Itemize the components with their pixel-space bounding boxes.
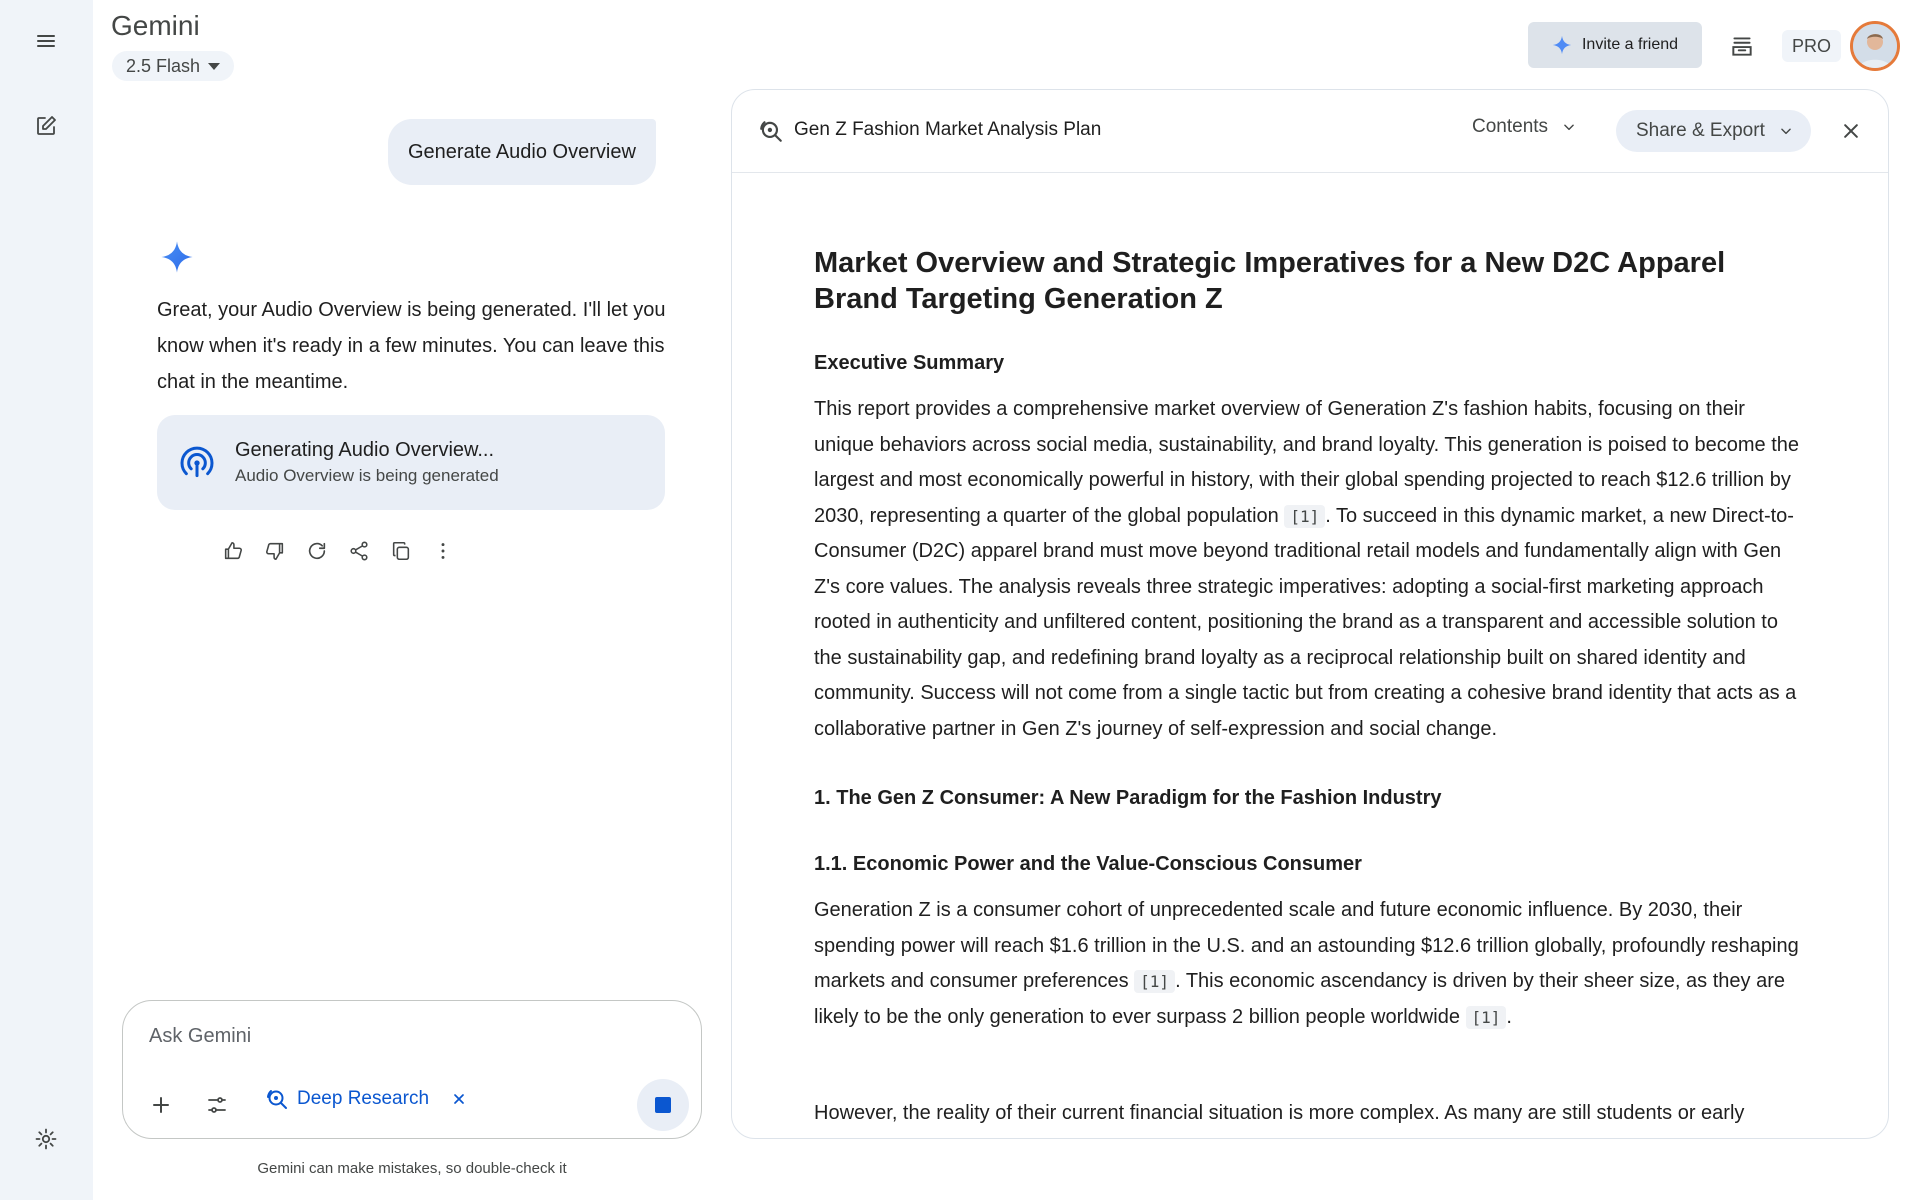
prompt-input[interactable] bbox=[149, 1025, 569, 1048]
disclaimer-text: Gemini can make mistakes, so double-check it bbox=[257, 1160, 567, 1177]
archive-icon bbox=[1729, 33, 1755, 59]
share-button[interactable] bbox=[344, 533, 374, 569]
contents-dropdown[interactable] bbox=[1472, 116, 1576, 138]
side-rail bbox=[0, 0, 93, 1200]
share-export-label: Share & Export bbox=[1636, 120, 1765, 141]
user-photo-icon bbox=[1853, 24, 1897, 68]
archive-button[interactable] bbox=[1720, 26, 1764, 66]
close-icon bbox=[1841, 121, 1861, 141]
thumbs-down-icon bbox=[264, 540, 286, 562]
status-card-title: Generating Audio Overview... bbox=[235, 439, 495, 461]
settings-button[interactable] bbox=[22, 1115, 70, 1163]
tune-icon bbox=[205, 1093, 229, 1117]
gear-icon bbox=[34, 1127, 58, 1151]
document-body bbox=[814, 245, 1804, 1035]
deep-research-chip[interactable] bbox=[265, 1087, 467, 1111]
deep-research-icon bbox=[265, 1087, 289, 1111]
deep-research-label: Deep Research bbox=[297, 1088, 430, 1109]
citation-marker[interactable]: [1] bbox=[1134, 970, 1175, 993]
research-document-panel bbox=[731, 89, 1889, 1139]
regenerate-button[interactable] bbox=[302, 533, 332, 569]
hamburger-icon bbox=[34, 29, 58, 53]
citation-marker[interactable]: [1] bbox=[1284, 505, 1325, 528]
partial-paragraph: However, the reality of their current financial situation is more complex. As many are still students or early bbox=[814, 1102, 1745, 1124]
thumbs-up-icon bbox=[222, 540, 244, 562]
prompt-composer bbox=[122, 1000, 702, 1139]
invite-friend-button[interactable] bbox=[1528, 22, 1702, 68]
executive-summary-paragraph: This report provides a comprehensive market overview of Generation Z's fashion habits, focusing on their unique behaviors across social media, sustainability, and brand loyalty. This generation is poised to become the largest and most economically powerful in history, with their global spending projected to reach $12.6 trillion by 2030, representing a quarter of the global population [1] . To succeed in this dynamic market, a new Direct-to-Consumer (D2C) apparel brand must move beyond traditional retail models and fundamentally align with Gen Z's core values. The analysis reveals three strategic imperatives: adopting a social-first marketing approach rooted in authenticity and unfiltered content, positioning the brand as a transparent and accessible solution to the sustainability gap, and redefining brand loyalty as a reciprocal relationship built on shared identity and community. Success will not come from a single tactic but from creating a cohesive brand identity that acts as a collaborative partner in Gen Z's journey of self-expression and social change. bbox=[814, 398, 1800, 740]
plan-badge: PRO bbox=[1782, 30, 1841, 62]
model-label: 2.5 Flash bbox=[126, 55, 201, 76]
more-options-button[interactable] bbox=[428, 533, 458, 569]
model-selector[interactable] bbox=[112, 51, 234, 81]
refresh-icon bbox=[306, 540, 328, 562]
app-title: Gemini bbox=[111, 10, 200, 41]
gemini-spark-icon bbox=[160, 240, 194, 274]
edit-icon bbox=[34, 114, 58, 138]
user-message: Generate Audio Overview bbox=[388, 119, 656, 185]
chevron-down-icon bbox=[1779, 124, 1793, 138]
more-vertical-icon bbox=[432, 540, 454, 562]
panel-title: Gen Z Fashion Market Analysis Plan bbox=[794, 119, 1102, 140]
panel-header bbox=[732, 90, 1888, 173]
add-attachment-button[interactable] bbox=[143, 1087, 179, 1123]
stop-generation-button[interactable] bbox=[637, 1079, 689, 1131]
account-avatar[interactable] bbox=[1850, 21, 1900, 71]
thumbs-down-button[interactable] bbox=[260, 533, 290, 569]
share-icon bbox=[348, 540, 370, 562]
section-heading-1-1: 1.1. Economic Power and the Value-Conscious Consumer bbox=[814, 853, 1362, 875]
assistant-reply: Great, your Audio Overview is being generated. I'll let you know when it's ready in a few minutes. You can leave this chat in the meantime. bbox=[157, 299, 666, 393]
share-export-button[interactable] bbox=[1616, 110, 1811, 152]
close-icon[interactable] bbox=[451, 1091, 467, 1107]
thumbs-up-button[interactable] bbox=[218, 533, 248, 569]
chevron-down-icon bbox=[1562, 120, 1576, 134]
response-actions bbox=[218, 533, 458, 569]
document-heading: Market Overview and Strategic Imperatives for a New D2C Apparel Brand Targeting Generation Z bbox=[814, 247, 1726, 315]
status-card-subtitle: Audio Overview is being generated bbox=[235, 466, 499, 485]
sparkle-icon bbox=[1552, 35, 1572, 55]
main-menu-button[interactable] bbox=[22, 17, 70, 65]
audio-overview-status-card[interactable] bbox=[157, 415, 665, 510]
contents-label: Contents bbox=[1472, 116, 1549, 137]
copy-button[interactable] bbox=[386, 533, 416, 569]
section-heading-executive-summary: Executive Summary bbox=[814, 352, 1005, 374]
citation-marker[interactable]: [1] bbox=[1466, 1006, 1507, 1029]
section-heading-1: 1. The Gen Z Consumer: A New Paradigm for the Fashion Industry bbox=[814, 787, 1442, 809]
invite-label: Invite a friend bbox=[1581, 36, 1679, 53]
close-panel-button[interactable] bbox=[1832, 112, 1870, 150]
caret-down-icon bbox=[208, 63, 220, 70]
new-chat-button[interactable] bbox=[22, 102, 70, 150]
tools-button[interactable] bbox=[199, 1087, 235, 1123]
economic-power-paragraph: Generation Z is a consumer cohort of unprecedented scale and future economic influence. By 2030, their spending power will reach $1.6 trillion in the U.S. and an astounding $12.6 trillion globally, profoundly reshaping markets and consumer preferences [1] . This economic ascendancy is driven by their sheer size, as they are likely to be the only generation to ever surpass 2 billion people worldwide [1] . bbox=[814, 899, 1799, 1028]
deep-research-icon bbox=[758, 118, 784, 144]
stop-icon bbox=[655, 1097, 671, 1113]
podcast-icon bbox=[177, 443, 217, 483]
copy-icon bbox=[390, 540, 412, 562]
plus-icon bbox=[149, 1093, 173, 1117]
